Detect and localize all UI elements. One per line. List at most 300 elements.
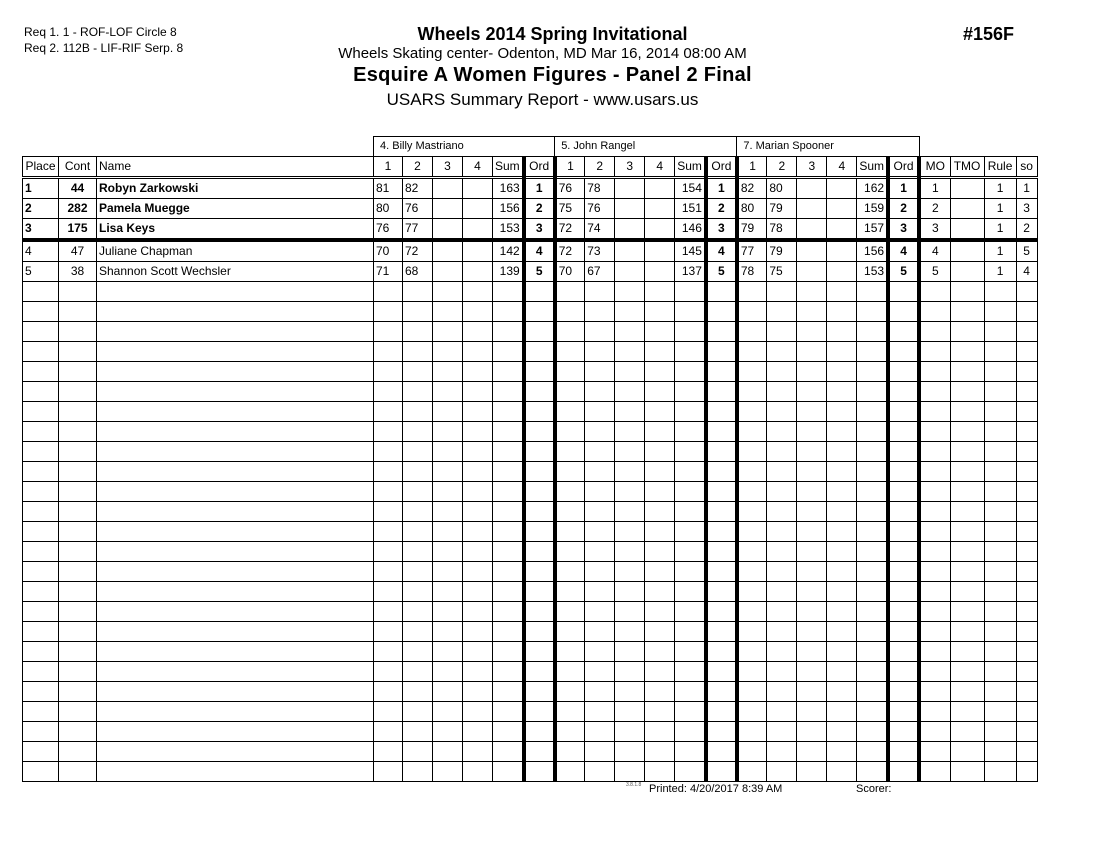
empty-cell — [1016, 602, 1037, 622]
col-judge-1-ord: Ord — [524, 157, 555, 178]
empty-cell — [615, 522, 645, 542]
empty-cell — [857, 722, 888, 742]
empty-cell — [403, 642, 433, 662]
judge-3-score-4 — [827, 262, 857, 282]
empty-cell — [827, 402, 857, 422]
empty-cell — [797, 422, 827, 442]
empty-cell — [984, 682, 1016, 702]
empty-cell — [919, 482, 950, 502]
empty-cell — [919, 422, 950, 442]
empty-cell — [403, 602, 433, 622]
empty-cell — [888, 302, 919, 322]
empty-cell — [403, 362, 433, 382]
empty-cell — [374, 502, 403, 522]
empty-cell — [374, 582, 403, 602]
empty-cell — [888, 442, 919, 462]
empty-cell — [585, 562, 615, 582]
empty-cell — [675, 462, 706, 482]
empty-cell — [919, 742, 950, 762]
empty-cell — [797, 342, 827, 362]
empty-row — [23, 602, 1038, 622]
empty-cell — [857, 642, 888, 662]
empty-cell — [645, 362, 675, 382]
empty-cell — [984, 582, 1016, 602]
col-so: so — [1016, 157, 1037, 178]
empty-cell — [403, 302, 433, 322]
empty-cell — [857, 422, 888, 442]
empty-cell — [827, 642, 857, 662]
empty-cell — [919, 522, 950, 542]
empty-cell — [767, 522, 797, 542]
empty-cell — [585, 482, 615, 502]
empty-cell — [888, 762, 919, 782]
empty-cell — [97, 462, 374, 482]
empty-cell — [524, 562, 555, 582]
empty-cell — [857, 682, 888, 702]
empty-cell — [919, 702, 950, 722]
empty-cell — [1016, 482, 1037, 502]
empty-cell — [59, 542, 97, 562]
empty-cell — [950, 602, 984, 622]
judge-2-score-4 — [645, 199, 675, 219]
empty-cell — [950, 742, 984, 762]
empty-cell — [827, 462, 857, 482]
tie-majority-ordinal — [950, 240, 984, 262]
judge-3-sum: 159 — [857, 199, 888, 219]
empty-cell — [585, 402, 615, 422]
empty-cell — [615, 662, 645, 682]
empty-row — [23, 322, 1038, 342]
empty-cell — [463, 282, 493, 302]
empty-cell — [950, 642, 984, 662]
empty-cell — [97, 542, 374, 562]
judge-2-sum: 145 — [675, 240, 706, 262]
place-cell: 5 — [23, 262, 59, 282]
empty-row — [23, 382, 1038, 402]
empty-cell — [737, 602, 767, 622]
empty-cell — [919, 642, 950, 662]
empty-cell — [645, 522, 675, 542]
empty-cell — [645, 462, 675, 482]
empty-cell — [555, 642, 585, 662]
empty-cell — [737, 442, 767, 462]
empty-cell — [403, 722, 433, 742]
empty-cell — [97, 362, 374, 382]
empty-cell — [984, 542, 1016, 562]
empty-cell — [97, 622, 374, 642]
empty-cell — [615, 582, 645, 602]
empty-cell — [645, 582, 675, 602]
empty-cell — [374, 342, 403, 362]
empty-cell — [585, 702, 615, 722]
empty-cell — [827, 362, 857, 382]
col-cont: Cont — [59, 157, 97, 178]
empty-cell — [59, 622, 97, 642]
empty-cell — [555, 382, 585, 402]
scorer-label: Scorer: — [856, 783, 892, 795]
empty-cell — [585, 682, 615, 702]
empty-cell — [585, 462, 615, 482]
empty-cell — [706, 302, 737, 322]
empty-cell — [984, 522, 1016, 542]
empty-cell — [493, 462, 524, 482]
empty-cell — [555, 442, 585, 462]
empty-cell — [493, 502, 524, 522]
empty-cell — [524, 742, 555, 762]
empty-cell — [984, 562, 1016, 582]
empty-cell — [493, 722, 524, 742]
empty-cell — [524, 602, 555, 622]
judge-3-score-2: 79 — [767, 199, 797, 219]
empty-cell — [984, 722, 1016, 742]
empty-cell — [797, 722, 827, 742]
empty-cell — [463, 462, 493, 482]
empty-cell — [737, 622, 767, 642]
empty-cell — [97, 562, 374, 582]
empty-cell — [493, 442, 524, 462]
empty-row — [23, 582, 1038, 602]
empty-cell — [675, 342, 706, 362]
empty-cell — [433, 562, 463, 582]
empty-cell — [59, 722, 97, 742]
judge-3-score-4 — [827, 219, 857, 241]
empty-cell — [737, 342, 767, 362]
empty-cell — [59, 562, 97, 582]
empty-row — [23, 682, 1038, 702]
empty-cell — [403, 742, 433, 762]
empty-cell — [737, 762, 767, 782]
empty-cell — [857, 662, 888, 682]
judge-2-ordinal: 2 — [706, 199, 737, 219]
empty-cell — [827, 622, 857, 642]
empty-cell — [1016, 762, 1037, 782]
empty-cell — [433, 682, 463, 702]
empty-cell — [524, 402, 555, 422]
empty-cell — [645, 482, 675, 502]
judge-1-score-4 — [463, 178, 493, 199]
contestant-number: 47 — [59, 240, 97, 262]
empty-cell — [857, 282, 888, 302]
empty-cell — [403, 662, 433, 682]
empty-cell — [984, 642, 1016, 662]
empty-cell — [23, 322, 59, 342]
empty-cell — [767, 722, 797, 742]
empty-cell — [737, 562, 767, 582]
empty-cell — [950, 282, 984, 302]
empty-cell — [97, 502, 374, 522]
empty-row — [23, 762, 1038, 782]
empty-cell — [1016, 582, 1037, 602]
empty-cell — [888, 402, 919, 422]
empty-cell — [524, 522, 555, 542]
majority-ordinal: 1 — [919, 178, 950, 199]
empty-cell — [555, 702, 585, 722]
empty-cell — [919, 722, 950, 742]
empty-cell — [403, 622, 433, 642]
empty-cell — [463, 542, 493, 562]
empty-cell — [615, 462, 645, 482]
empty-cell — [645, 602, 675, 622]
empty-cell — [675, 682, 706, 702]
empty-cell — [97, 722, 374, 742]
empty-cell — [950, 322, 984, 342]
empty-row — [23, 642, 1038, 662]
empty-cell — [706, 762, 737, 782]
col-judge-2-1: 1 — [555, 157, 585, 178]
empty-cell — [59, 642, 97, 662]
empty-cell — [950, 722, 984, 742]
result-row — [23, 219, 1038, 241]
empty-cell — [433, 382, 463, 402]
column-header-row — [23, 157, 1038, 178]
empty-cell — [585, 622, 615, 642]
empty-cell — [403, 442, 433, 462]
empty-cell — [675, 742, 706, 762]
empty-cell — [1016, 682, 1037, 702]
empty-cell — [827, 542, 857, 562]
empty-cell — [888, 462, 919, 482]
empty-cell — [984, 442, 1016, 462]
empty-cell — [555, 542, 585, 562]
empty-cell — [645, 762, 675, 782]
judge-2-score-3 — [615, 199, 645, 219]
empty-cell — [675, 442, 706, 462]
empty-cell — [827, 342, 857, 362]
empty-cell — [374, 602, 403, 622]
empty-cell — [797, 562, 827, 582]
empty-cell — [767, 682, 797, 702]
empty-cell — [767, 602, 797, 622]
empty-cell — [827, 722, 857, 742]
empty-cell — [827, 582, 857, 602]
empty-cell — [59, 742, 97, 762]
judge-3-score-2: 80 — [767, 178, 797, 199]
empty-cell — [1016, 542, 1037, 562]
judge-1-score-2: 76 — [403, 199, 433, 219]
skater-name: Pamela Muegge — [97, 199, 374, 219]
empty-cell — [615, 282, 645, 302]
empty-cell — [374, 622, 403, 642]
judge-2-score-3 — [615, 262, 645, 282]
empty-cell — [23, 522, 59, 542]
empty-cell — [493, 542, 524, 562]
empty-cell — [767, 482, 797, 502]
majority-ordinal: 4 — [919, 240, 950, 262]
empty-cell — [645, 682, 675, 702]
judge-3-ordinal: 2 — [888, 199, 919, 219]
empty-cell — [888, 522, 919, 542]
empty-cell — [433, 582, 463, 602]
empty-cell — [555, 522, 585, 542]
empty-cell — [585, 742, 615, 762]
judge-3-score-2: 79 — [767, 240, 797, 262]
skater-name: Shannon Scott Wechsler — [97, 262, 374, 282]
empty-cell — [737, 682, 767, 702]
contestant-number: 175 — [59, 219, 97, 241]
empty-cell — [1016, 562, 1037, 582]
judge-3-score-4 — [827, 199, 857, 219]
empty-cell — [919, 402, 950, 422]
empty-cell — [374, 382, 403, 402]
empty-cell — [919, 622, 950, 642]
empty-cell — [857, 362, 888, 382]
empty-cell — [919, 562, 950, 582]
judge-2-score-1: 75 — [555, 199, 585, 219]
judge-1-score-1: 81 — [374, 178, 403, 199]
judge-2-score-3 — [615, 219, 645, 241]
empty-row — [23, 442, 1038, 462]
empty-cell — [645, 742, 675, 762]
judge-2-score-3 — [615, 240, 645, 262]
empty-cell — [23, 662, 59, 682]
judge-3-score-3 — [797, 219, 827, 241]
judge-1-sum: 153 — [493, 219, 524, 241]
empty-cell — [984, 602, 1016, 622]
col-judge-3-ord: Ord — [888, 157, 919, 178]
empty-cell — [97, 282, 374, 302]
empty-cell — [767, 282, 797, 302]
judge-2-ordinal: 3 — [706, 219, 737, 241]
col-rule: Rule — [984, 157, 1016, 178]
empty-cell — [645, 502, 675, 522]
empty-cell — [374, 282, 403, 302]
empty-cell — [403, 482, 433, 502]
empty-cell — [857, 402, 888, 422]
empty-cell — [493, 742, 524, 762]
empty-cell — [984, 482, 1016, 502]
empty-cell — [97, 742, 374, 762]
empty-cell — [675, 702, 706, 722]
judge-3-score-4 — [827, 240, 857, 262]
judge-2-score-4 — [645, 219, 675, 241]
result-row — [23, 262, 1038, 282]
empty-cell — [857, 542, 888, 562]
empty-cell — [463, 402, 493, 422]
empty-cell — [737, 502, 767, 522]
empty-cell — [919, 662, 950, 682]
empty-cell — [374, 322, 403, 342]
empty-cell — [950, 662, 984, 682]
empty-cell — [433, 442, 463, 462]
empty-cell — [23, 482, 59, 502]
judge-2-score-4 — [645, 240, 675, 262]
empty-cell — [888, 322, 919, 342]
empty-cell — [97, 382, 374, 402]
empty-cell — [463, 662, 493, 682]
empty-cell — [706, 662, 737, 682]
empty-cell — [493, 422, 524, 442]
empty-cell — [493, 302, 524, 322]
empty-cell — [645, 562, 675, 582]
empty-cell — [403, 582, 433, 602]
judge-3-ordinal: 1 — [888, 178, 919, 199]
judge-3-score-1: 77 — [737, 240, 767, 262]
empty-cell — [984, 362, 1016, 382]
empty-cell — [919, 542, 950, 562]
event-title: Esquire A Women Figures - Panel 2 Final — [353, 64, 752, 86]
empty-cell — [857, 602, 888, 622]
majority-ordinal: 3 — [919, 219, 950, 241]
empty-cell — [950, 702, 984, 722]
empty-cell — [23, 602, 59, 622]
empty-cell — [97, 482, 374, 502]
judge-1-score-3 — [433, 262, 463, 282]
empty-cell — [524, 662, 555, 682]
empty-row — [23, 302, 1038, 322]
empty-cell — [555, 342, 585, 362]
empty-cell — [950, 502, 984, 522]
empty-cell — [433, 302, 463, 322]
empty-cell — [555, 582, 585, 602]
empty-cell — [493, 702, 524, 722]
col-judge-2-sum: Sum — [675, 157, 706, 178]
empty-cell — [888, 582, 919, 602]
judge-3-sum: 162 — [857, 178, 888, 199]
judge-2-score-4 — [645, 262, 675, 282]
empty-cell — [706, 342, 737, 362]
empty-cell — [767, 342, 797, 362]
empty-cell — [675, 642, 706, 662]
empty-cell — [857, 442, 888, 462]
empty-cell — [737, 322, 767, 342]
empty-row — [23, 622, 1038, 642]
skate-order: 4 — [1016, 262, 1037, 282]
empty-cell — [493, 522, 524, 542]
empty-cell — [97, 762, 374, 782]
empty-cell — [433, 702, 463, 722]
empty-cell — [857, 382, 888, 402]
empty-cell — [555, 422, 585, 442]
empty-row — [23, 342, 1038, 362]
empty-cell — [827, 442, 857, 462]
empty-cell — [645, 342, 675, 362]
empty-cell — [675, 542, 706, 562]
contestant-number: 44 — [59, 178, 97, 199]
empty-cell — [645, 302, 675, 322]
empty-cell — [950, 522, 984, 542]
empty-row — [23, 422, 1038, 442]
empty-cell — [615, 602, 645, 622]
empty-cell — [524, 462, 555, 482]
empty-cell — [463, 342, 493, 362]
empty-cell — [1016, 702, 1037, 722]
empty-cell — [706, 582, 737, 602]
empty-row — [23, 402, 1038, 422]
empty-cell — [675, 502, 706, 522]
empty-cell — [23, 562, 59, 582]
judge-1-score-3 — [433, 240, 463, 262]
empty-row — [23, 482, 1038, 502]
judge-3-score-3 — [797, 178, 827, 199]
empty-cell — [737, 522, 767, 542]
empty-cell — [706, 682, 737, 702]
empty-cell — [615, 622, 645, 642]
empty-cell — [888, 382, 919, 402]
empty-cell — [919, 362, 950, 382]
empty-cell — [767, 562, 797, 582]
empty-cell — [706, 402, 737, 422]
empty-cell — [767, 662, 797, 682]
place-cell: 1 — [23, 178, 59, 199]
empty-cell — [59, 322, 97, 342]
empty-cell — [984, 462, 1016, 482]
empty-cell — [797, 482, 827, 502]
empty-cell — [524, 362, 555, 382]
skate-order: 5 — [1016, 240, 1037, 262]
empty-cell — [888, 482, 919, 502]
empty-cell — [493, 342, 524, 362]
empty-cell — [524, 502, 555, 522]
